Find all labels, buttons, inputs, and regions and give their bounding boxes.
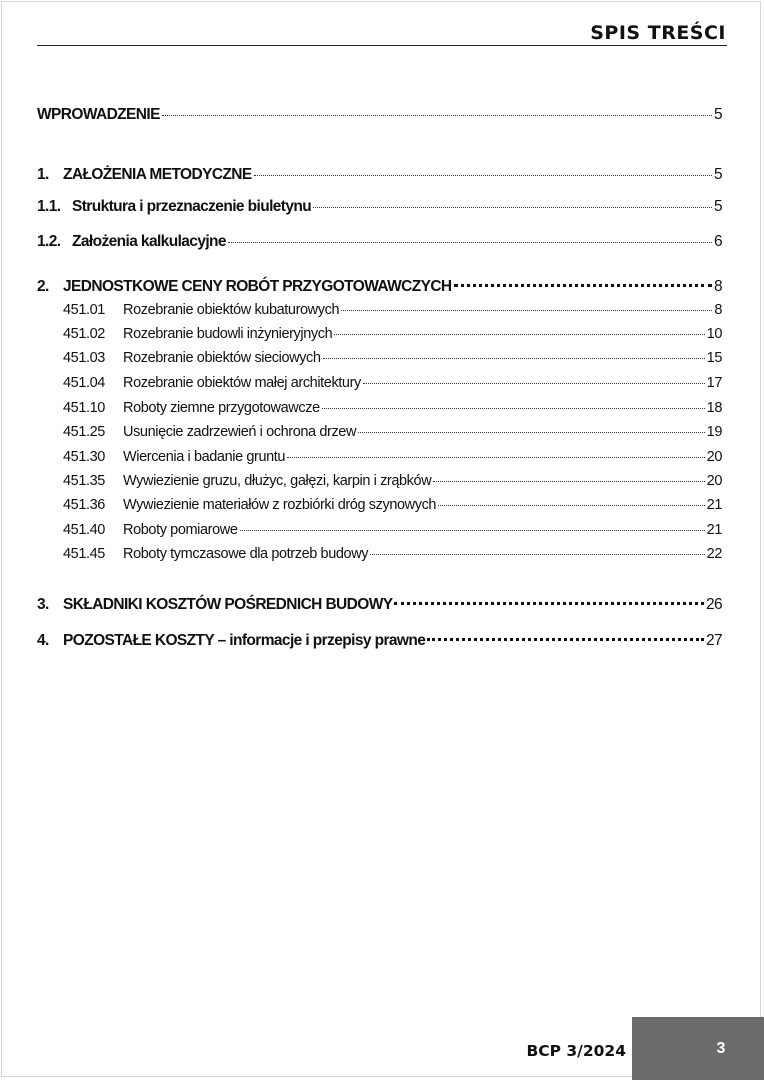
dot-leader xyxy=(363,382,705,384)
dot-leader xyxy=(240,529,705,531)
toc-entry-page: 10 xyxy=(706,326,722,342)
toc-entry-page: 20 xyxy=(706,473,722,489)
toc-entry-number: 451.40 xyxy=(63,522,105,538)
toc-entry-page: 8 xyxy=(713,278,722,295)
toc-subentry[interactable] xyxy=(63,497,722,513)
dot-leader xyxy=(313,206,712,208)
dot-leader xyxy=(433,480,704,482)
toc-entry[interactable] xyxy=(37,596,722,614)
toc-entry-number: 451.25 xyxy=(63,424,105,440)
toc-entry-page: 5 xyxy=(713,198,722,215)
toc-entry-label: Wywiezienie materiałów z rozbiórki dróg szynowych xyxy=(123,497,437,513)
toc-entry[interactable] xyxy=(37,106,722,124)
toc-entry-label: ZAŁOŻENIA METODYCZNE xyxy=(63,166,252,183)
toc-entry[interactable] xyxy=(37,278,722,296)
toc-entry-page: 5 xyxy=(713,106,722,123)
toc-entry-label: Wiercenia i badanie gruntu xyxy=(123,449,286,465)
toc-entry-number: 1.1. xyxy=(37,198,61,215)
toc-entry-page: 22 xyxy=(706,546,722,562)
toc-entry-number: 451.36 xyxy=(63,497,105,513)
toc-entry-label: POZOSTAŁE KOSZTY – informacje i przepisy prawne xyxy=(63,632,426,649)
toc-entry-number: 451.30 xyxy=(63,449,105,465)
dot-leader xyxy=(358,431,705,433)
toc-entry-number: 2. xyxy=(37,278,49,295)
toc-subentry[interactable] xyxy=(63,375,722,391)
toc-entry-page: 26 xyxy=(705,596,722,613)
toc-subentry[interactable] xyxy=(63,424,722,440)
toc-subentry[interactable] xyxy=(63,449,722,465)
toc-entry-label: JEDNOSTKOWE CENY ROBÓT PRZYGOTOWAWCZYCH xyxy=(63,278,452,295)
dot-leader xyxy=(370,553,705,555)
toc-entry-page: 21 xyxy=(706,522,722,538)
toc-entry-label: Rozebranie obiektów kubaturowych xyxy=(123,302,340,318)
dot-leader xyxy=(394,601,703,605)
page-frame xyxy=(1,1,761,1077)
toc-entry-label: Rozebranie obiektów małej architektury xyxy=(123,375,361,391)
toc-entry-label: SKŁADNIKI KOSZTÓW POŚREDNICH BUDOWY xyxy=(63,596,393,613)
header-rule xyxy=(37,45,727,46)
toc-entry-number: 451.35 xyxy=(63,473,105,489)
toc-entry-number: 1.2. xyxy=(37,233,61,250)
page-number: 3 xyxy=(716,1040,726,1057)
toc-entry-label: Rozebranie budowli inżynieryjnych xyxy=(123,326,333,342)
toc-entry-number: 451.04 xyxy=(63,375,105,391)
toc-subentry[interactable] xyxy=(63,400,722,416)
dot-leader xyxy=(322,407,705,409)
toc-entry-number: 3. xyxy=(37,596,49,613)
toc-entry-page: 20 xyxy=(706,449,722,465)
toc-entry-label: Usunięcie zadrzewień i ochrona drzew xyxy=(123,424,357,440)
dot-leader xyxy=(427,637,704,641)
toc-entry-label: WPROWADZENIE xyxy=(37,106,160,123)
toc-subentry[interactable] xyxy=(63,522,722,538)
toc-entry-label: Założenia kalkulacyjne xyxy=(72,233,226,250)
toc-entry-page: 17 xyxy=(706,375,722,391)
toc-entry-page: 18 xyxy=(706,400,722,416)
toc-subentry[interactable] xyxy=(63,546,722,562)
toc-entry-label: Roboty tymczasowe dla potrzeb budowy xyxy=(123,546,369,562)
toc-entry-label: Rozebranie obiektów sieciowych xyxy=(123,350,321,366)
toc-entry-number: 451.01 xyxy=(63,302,105,318)
dot-leader xyxy=(438,504,705,506)
dot-leader xyxy=(341,309,712,311)
toc-subentry[interactable] xyxy=(63,326,722,342)
toc-entry-label: Roboty ziemne przygotowawcze xyxy=(123,400,320,416)
dot-leader xyxy=(454,283,712,287)
toc-subentry[interactable] xyxy=(63,473,722,489)
toc-entry-number: 451.45 xyxy=(63,546,105,562)
toc-entry-number: 451.10 xyxy=(63,400,105,416)
dot-leader xyxy=(228,241,712,243)
toc-subentry[interactable] xyxy=(63,350,722,366)
toc-entry-page: 21 xyxy=(706,497,722,513)
toc-entry-label: Roboty pomiarowe xyxy=(123,522,238,538)
toc-entry-page: 27 xyxy=(705,632,722,649)
toc-entry-page: 8 xyxy=(714,302,722,318)
toc-entry[interactable] xyxy=(37,233,722,251)
toc-entry-page: 15 xyxy=(706,350,722,366)
dot-leader xyxy=(287,456,705,458)
dot-leader xyxy=(254,174,712,176)
page-title: SPIS TREŚCI xyxy=(590,22,726,44)
toc-entry-label: Wywiezienie gruzu, dłużyc, gałęzi, karpin i zrąbków xyxy=(123,473,432,489)
toc-subentry[interactable] xyxy=(63,302,722,318)
toc-entry-page: 6 xyxy=(713,233,722,250)
dot-leader xyxy=(334,333,704,335)
toc-entry[interactable] xyxy=(37,198,722,216)
issue-label: BCP 3/2024 xyxy=(526,1042,626,1060)
dot-leader xyxy=(162,114,712,116)
toc-entry[interactable] xyxy=(37,166,722,184)
toc-entry-number: 1. xyxy=(37,166,49,183)
toc-entry[interactable] xyxy=(37,632,722,650)
toc-entry-number: 4. xyxy=(37,632,49,649)
toc-entry-number: 451.03 xyxy=(63,350,105,366)
toc-entry-page: 19 xyxy=(706,424,722,440)
toc-entry-label: Struktura i przeznaczenie biuletynu xyxy=(72,198,312,215)
toc-entry-page: 5 xyxy=(713,166,722,183)
toc-entry-number: 451.02 xyxy=(63,326,105,342)
dot-leader xyxy=(323,357,705,359)
